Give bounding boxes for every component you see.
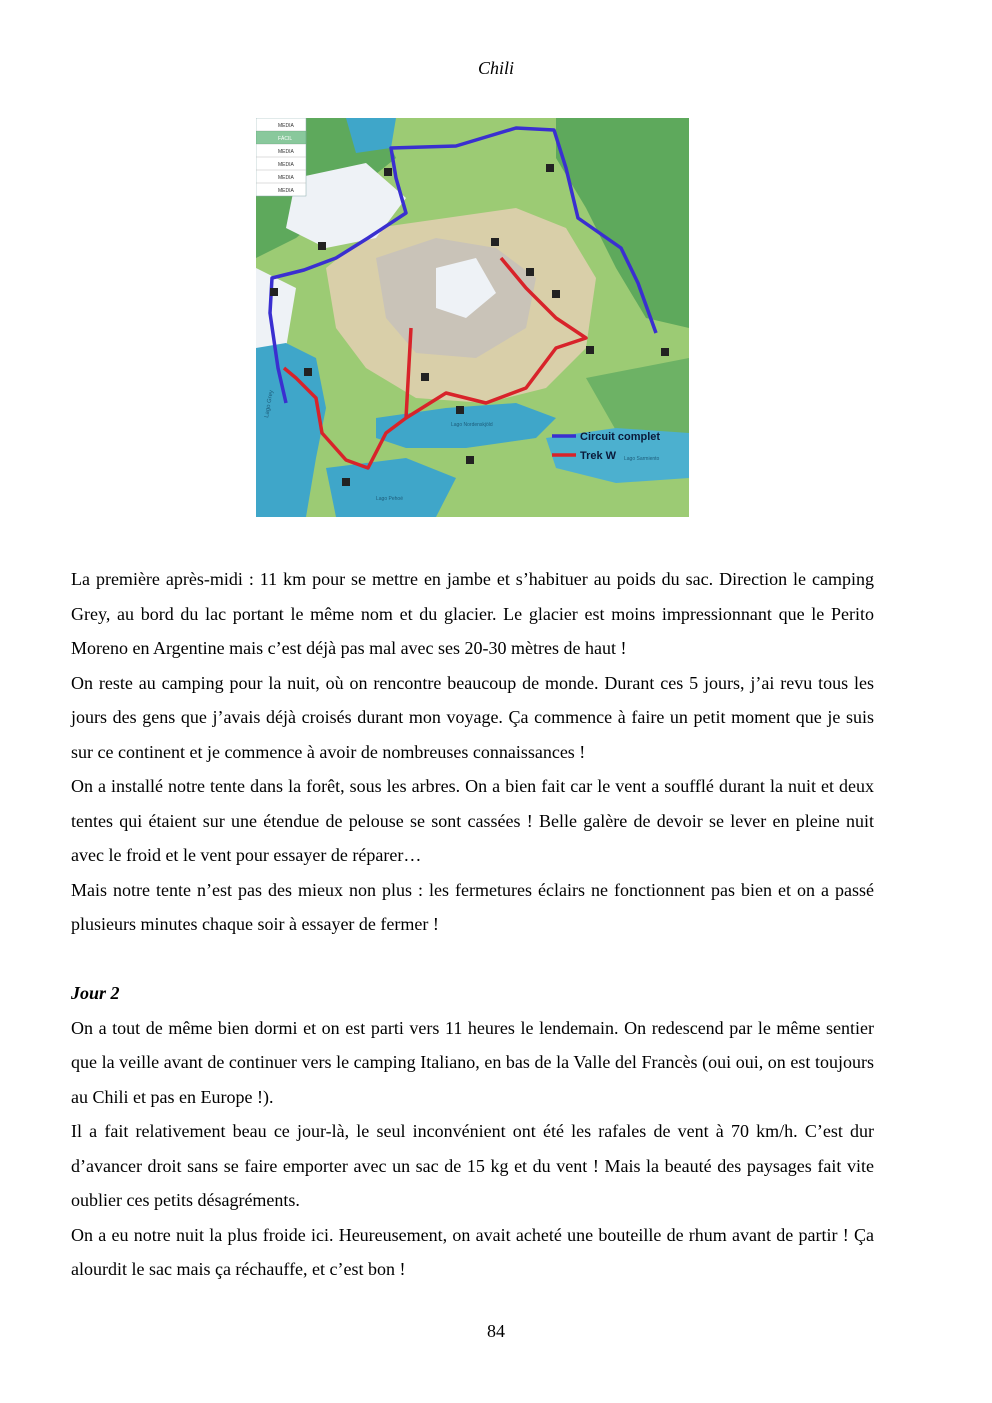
place-lago-sarmiento: Lago Sarmiento bbox=[624, 456, 660, 462]
paragraph: On a tout de même bien dormi et on est parti vers 11 heures le lendemain. On redescend par le même sentier que la veille avant de continuer vers le camping Italiano, en bas de la Valle del Francès (oui oui, on est toujours au Chili et pas en Europe !). bbox=[71, 1017, 874, 1107]
section-heading: Jour 2 bbox=[71, 983, 120, 1003]
paragraph: Il a fait relativement beau ce jour-là, le seul inconvénient ont été les rafales de vent à 70 km/h. C’est dur d’avancer droit sans se faire emporter avec un sac de 15 kg et du vent ! Mais la beauté des paysages fait vite oublier ces petits désagréments. bbox=[71, 1121, 874, 1210]
map-table-row: MEDIA bbox=[278, 123, 294, 129]
paragraph: Mais notre tente n’est pas des mieux non plus : les fermetures éclairs ne fonctionnent pas bien et on a passé plusieurs minutes chaque soir à essayer de fermer ! bbox=[71, 879, 874, 934]
paragraph: On a eu notre nuit la plus froide ici. Heureusement, on avait acheté une bouteille de rhum avant de partir ! Ça alourdit le sac mais ça réchauffe, et c’est bon ! bbox=[71, 1224, 874, 1279]
campsite-icon bbox=[456, 406, 464, 414]
campsite-icon bbox=[270, 288, 278, 296]
campsite-icon bbox=[384, 168, 392, 176]
campsite-icon bbox=[491, 238, 499, 246]
place-lago-nordenskjold: Lago Nordenskjöld bbox=[451, 422, 493, 428]
paragraph: La première après-midi : 11 km pour se mettre en jambe et s’habituer au poids du sac. Direction le camping Grey, au bord du lac portant le même nom et du glacier. Le glacier est moins impressionnant que le Perito Moreno en Argentine mais c’est déjà pas mal avec ses 20-30 mètres de haut ! bbox=[71, 569, 874, 658]
running-header: Chili bbox=[477, 58, 514, 78]
campsite-icon bbox=[421, 373, 429, 381]
campsite-icon bbox=[526, 268, 534, 276]
campsite-icon bbox=[546, 164, 554, 172]
map-table-row: MEDIA bbox=[278, 162, 294, 168]
legend-label-circuit: Circuit complet bbox=[580, 431, 661, 443]
campsite-icon bbox=[318, 242, 326, 250]
paragraph: On reste au camping pour la nuit, où on rencontre beaucoup de monde. Durant ces 5 jours, j’ai revu tous les jours des gens que j’avais déjà croisés durant mon voyage. Ça commence à faire un petit moment que je suis sur ce continent et je commence à avoir de nombreuses connaissances ! bbox=[71, 672, 874, 762]
legend-label-trek-w: Trek W bbox=[580, 450, 617, 462]
campsite-icon bbox=[342, 478, 350, 486]
map-table-row: FÁCIL bbox=[278, 136, 293, 142]
campsite-icon bbox=[304, 368, 312, 376]
map-table-row: MEDIA bbox=[278, 175, 294, 181]
campsite-icon bbox=[552, 290, 560, 298]
trek-map bbox=[256, 118, 689, 517]
map-table-row: MEDIA bbox=[278, 188, 294, 194]
map-table-row: MEDIA bbox=[278, 149, 294, 155]
page-number: 84 bbox=[487, 1321, 505, 1341]
body-text bbox=[71, 562, 874, 1287]
campsite-icon bbox=[466, 456, 474, 464]
place-lago-pehoe: Lago Pehoé bbox=[376, 496, 403, 502]
place-lago-grey: Lago Grey bbox=[264, 389, 275, 419]
campsite-icon bbox=[586, 346, 594, 354]
paragraph: On a installé notre tente dans la forêt, sous les arbres. On a bien fait car le vent a soufflé durant la nuit et deux tentes qui étaient sur une étendue de pelouse se sont cassées ! Belle galère de devoir se lever en pleine nuit avec le froid et le vent pour essayer de réparer… bbox=[71, 776, 874, 865]
campsite-icon bbox=[661, 348, 669, 356]
